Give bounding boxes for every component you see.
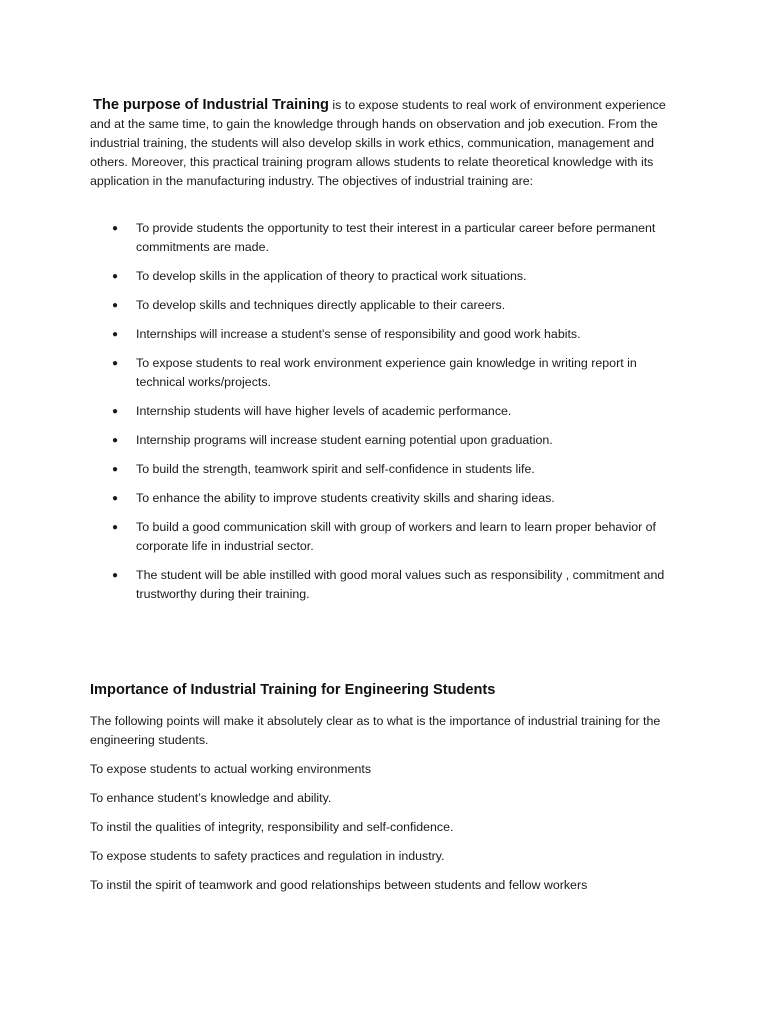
importance-point: To instil the spirit of teamwork and good relationships between students and fellow workers bbox=[90, 878, 588, 892]
list-item bbox=[112, 460, 686, 479]
list-item-text: To build a good communication skill with group of workers and learn to learn proper behavior of corporate life in industrial sector. bbox=[136, 520, 657, 553]
bullet-icon: ● bbox=[112, 329, 119, 340]
list-item bbox=[112, 489, 686, 508]
list-item bbox=[112, 566, 686, 604]
intro-title: The purpose of Industrial Training bbox=[93, 97, 329, 113]
intro-paragraph bbox=[90, 96, 680, 191]
list-item-text: Internship students will have higher levels of academic performance. bbox=[136, 404, 512, 418]
list-item bbox=[112, 296, 686, 315]
list-item-text: To build the strength, teamwork spirit and self-confidence in students life. bbox=[136, 462, 535, 476]
importance-point: To instil the qualities of integrity, responsibility and self-confidence. bbox=[90, 820, 454, 834]
list-item bbox=[112, 354, 686, 392]
list-item-text: To expose students to real work environment experience gain knowledge in writing report in technical works/projects. bbox=[136, 356, 637, 389]
importance-point: To enhance student’s knowledge and ability. bbox=[90, 791, 332, 805]
list-item-text: Internship programs will increase student earning potential upon graduation. bbox=[136, 433, 553, 447]
intro-text: is to expose students to real work of environment experience and at the same time, to gain the knowledge through hands on observation and job execution. From the industrial training, the students will also develop skills in work ethics, communication, management and others. Moreover, this practical training program allows students to relate theoretical knowledge with its application in the manufacturing industry. The objectives of industrial training are: bbox=[90, 98, 666, 188]
bullet-icon: ● bbox=[112, 271, 119, 282]
importance-intro: The following points will make it absolutely clear as to what is the importance of industrial training for the engineering students. bbox=[90, 714, 661, 747]
objectives-list bbox=[112, 219, 686, 614]
list-item bbox=[112, 267, 686, 286]
bullet-icon: ● bbox=[112, 223, 119, 234]
list-item bbox=[112, 431, 686, 450]
list-item-text: The student will be able instilled with good moral values such as responsibility , commitment and trustworthy during their training. bbox=[136, 568, 665, 601]
importance-point: To expose students to actual working environments bbox=[90, 762, 372, 776]
bullet-icon: ● bbox=[112, 522, 119, 533]
list-item-text: To develop skills in the application of theory to practical work situations. bbox=[136, 269, 527, 283]
bullet-icon: ● bbox=[112, 570, 119, 581]
list-item-text: To enhance the ability to improve students creativity skills and sharing ideas. bbox=[136, 491, 555, 505]
bullet-icon: ● bbox=[112, 464, 119, 475]
bullet-icon: ● bbox=[112, 358, 119, 369]
importance-heading: Importance of Industrial Training for Engineering Students bbox=[90, 682, 496, 698]
importance-points bbox=[90, 760, 690, 905]
list-item-text: To develop skills and techniques directly applicable to their careers. bbox=[136, 298, 506, 312]
list-item-text: Internships will increase a student's sense of responsibility and good work habits. bbox=[136, 327, 581, 341]
list-item bbox=[112, 325, 686, 344]
list-item bbox=[112, 219, 686, 257]
importance-point: To expose students to safety practices and regulation in industry. bbox=[90, 849, 445, 863]
bullet-icon: ● bbox=[112, 300, 119, 311]
bullet-icon: ● bbox=[112, 435, 119, 446]
list-item bbox=[112, 518, 686, 556]
bullet-icon: ● bbox=[112, 406, 119, 417]
list-item bbox=[112, 402, 686, 421]
list-item-text: To provide students the opportunity to test their interest in a particular career before permanent commitments are made. bbox=[136, 221, 656, 254]
bullet-icon: ● bbox=[112, 493, 119, 504]
